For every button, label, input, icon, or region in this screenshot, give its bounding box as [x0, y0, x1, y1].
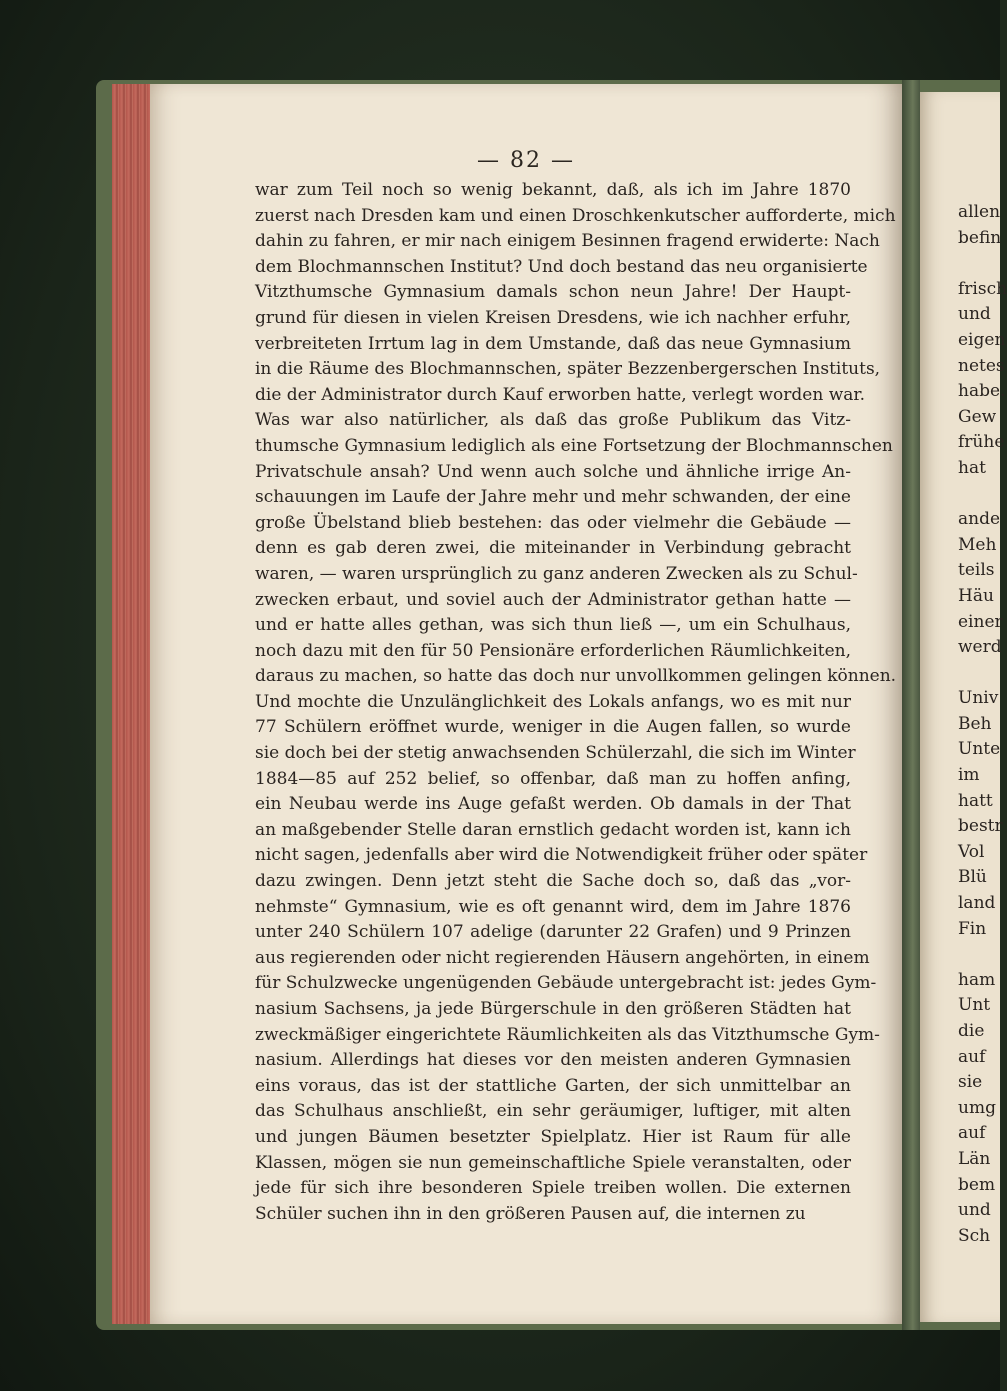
text-line: an maßgebender Stelle daran ernstlich gedacht worden ist, kann ich: [255, 819, 851, 840]
fragment-line: bem: [958, 1174, 996, 1195]
text-line: nasium. Allerdings hat dieses vor den meisten anderen Gymnasien: [255, 1050, 851, 1071]
text-line: eins voraus, das ist der stattliche Garten, der sich unmittelbar an: [255, 1075, 851, 1096]
fragment-line: habe.: [958, 381, 1006, 402]
fragment-line: und: [958, 1200, 991, 1221]
fragment-line: [958, 251, 1002, 277]
fragment-line: eigen: [958, 329, 1006, 350]
text-line: dazu zwingen. Denn jetzt steht die Sache doch so, daß das „vor-: [255, 871, 851, 892]
text-line: und jungen Bäumen besetzter Spielplatz. Hier ist Raum für alle: [255, 1126, 851, 1147]
fragment-line: land: [958, 893, 996, 914]
text-line: aus regierenden oder nicht regierenden Häusern angehörten, in einem: [255, 947, 870, 968]
text-line: zwecken erbaut, und soviel auch der Administrator gethan hatte —: [255, 589, 851, 610]
text-line: Und mochte die Unzulänglichkeit des Lokals anfangs, wo es mit nur: [255, 691, 851, 712]
page-number: — 82 —: [477, 148, 575, 173]
fragment-line: bestr: [958, 816, 1003, 837]
text-line: noch dazu mit den für 50 Pensionäre erforderlichen Räumlichkeiten,: [255, 640, 851, 661]
text-line: waren, — waren ursprünglich zu ganz anderen Zwecken als zu Schul-: [255, 563, 858, 584]
fragment-line: Sch: [958, 1225, 991, 1246]
fragment-line: Län: [958, 1148, 991, 1169]
text-line: große Übelstand blieb bestehen: das oder vielmehr die Gebäude —: [255, 512, 851, 533]
text-line: das Schulhaus anschließt, ein sehr geräumiger, luftiger, mit alten: [255, 1101, 851, 1122]
fragment-line: umg: [958, 1097, 996, 1118]
text-line: für Schulzwecke ungenügenden Gebäude untergebracht ist: jedes Gym-: [255, 973, 877, 994]
fragment-line: netes: [958, 355, 1005, 376]
fragment-line: ande: [958, 509, 1001, 530]
fragment-line: Blü: [958, 867, 987, 888]
fragment-line: auf: [958, 1123, 986, 1144]
text-line: und er hatte alles gethan, was sich thun ließ —, um ein Schulhaus,: [255, 615, 851, 636]
fragment-line: Unt: [958, 995, 991, 1016]
fragment-line: Beh: [958, 713, 992, 734]
text-line: jede für sich ihre besonderen Spiele treiben wollen. Die externen: [255, 1178, 851, 1199]
text-line: in die Räume des Blochmannschen, später Bezzenbergerschen Instituts,: [255, 359, 881, 380]
fragment-line: Fin: [958, 918, 987, 939]
fragment-line: Häu: [958, 585, 994, 606]
text-line: nasium Sachsens, ja jede Bürgerschule in den größeren Städten hat: [255, 999, 851, 1019]
fragment-line: Meh: [958, 534, 997, 555]
fragment-line: Vol: [958, 841, 985, 862]
right-page-text-fragments: [958, 200, 1007, 1249]
text-line: grund für diesen in vielen Kreisen Dresdens, wie ich nachher erfuhr,: [255, 307, 851, 328]
text-line: war zum Teil noch so wenig bekannt, daß, als ich im Jahre 1870: [255, 180, 851, 200]
text-line: Klassen, mögen sie nun gemeinschaftliche Spiele veranstalten, oder: [255, 1152, 851, 1173]
fragment-line: und: [958, 304, 991, 325]
fragment-line: frühe: [958, 432, 1005, 453]
text-line: sie doch bei der stetig anwachsenden Schülerzahl, die sich im Winter: [255, 743, 856, 764]
page-body-text: [255, 178, 897, 1227]
fragment-line: hat: [958, 457, 986, 478]
fragment-line: [958, 942, 1002, 968]
fragment-line: Unte: [958, 739, 1001, 760]
text-line: 1884—85 auf 252 belief, so offenbar, daß man zu hoffen anfing,: [255, 768, 851, 789]
fragment-line: ham: [958, 969, 996, 990]
fragment-line: einer: [958, 611, 1003, 632]
fragment-line: werd: [958, 637, 1002, 658]
text-line: dahin zu fahren, er mir nach einigem Besinnen fragend erwiderte: Nach: [255, 231, 880, 252]
text-line: nicht sagen, jedenfalls aber wird die Notwendigkeit früher oder später: [255, 845, 868, 866]
text-line: schauungen im Laufe der Jahre mehr und mehr schwanden, der eine: [255, 487, 851, 508]
text-line: die der Administrator durch Kauf erworben hatte, verlegt worden war.: [255, 384, 866, 405]
fragment-line: Univ: [958, 688, 999, 709]
text-line: Privatschule ansah? Und wenn auch solche und ähnliche irrige An-: [255, 461, 851, 482]
text-line: dem Blochmannschen Institut? Und doch bestand das neu organisierte: [255, 256, 868, 277]
text-line: Was war also natürlicher, als daß das große Publikum das Vitz-: [255, 410, 851, 431]
text-line: zweckmäßiger eingerichtete Räumlichkeiten als das Vitzthumsche Gym-: [255, 1024, 880, 1045]
fragment-line: teils: [958, 560, 995, 581]
text-line: nehmste“ Gymnasium, wie es oft genannt wird, dem im Jahre 1876: [255, 896, 851, 917]
fragment-line: Gew: [958, 406, 997, 427]
fragment-line: [958, 661, 1002, 687]
fragment-line: befin: [958, 227, 1002, 248]
fragment-line: die: [958, 1021, 985, 1041]
fragment-line: im: [958, 765, 980, 786]
text-line: Schüler suchen ihn in den größeren Pausen auf, die internen zu: [255, 1203, 806, 1224]
book-gutter: [902, 80, 920, 1330]
text-line: zuerst nach Dresden kam und einen Droschkenkutscher aufforderte, mich: [255, 205, 896, 226]
fragment-line: sie: [958, 1072, 983, 1093]
fragment-line: hatt: [958, 790, 993, 811]
text-line: 77 Schülern eröffnet wurde, weniger in die Augen fallen, so wurde: [255, 717, 851, 738]
text-line: verbreiteten Irrtum lag in dem Umstande, daß das neue Gymnasium: [255, 333, 851, 354]
fragment-line: frisch: [958, 278, 1007, 299]
text-line: thumsche Gymnasium lediglich als eine Fortsetzung der Blochmannschen: [255, 435, 893, 456]
fragment-line: allen: [958, 202, 1001, 222]
text-line: unter 240 Schülern 107 adelige (darunter 22 Grafen) und 9 Prinzen: [255, 922, 851, 943]
text-line: daraus zu machen, so hatte das doch nur unvollkommen gelingen können.: [255, 666, 897, 687]
text-line: denn es gab deren zwei, die miteinander in Verbindung gebracht: [255, 538, 851, 559]
text-line: Vitzthumsche Gymnasium damals schon neun Jahre! Der Haupt-: [255, 282, 851, 303]
fragment-line: [958, 482, 1002, 508]
text-line: ein Neubau werde ins Auge gefaßt werden. Ob damals in der That: [255, 794, 851, 815]
fragment-line: auf: [958, 1046, 986, 1067]
